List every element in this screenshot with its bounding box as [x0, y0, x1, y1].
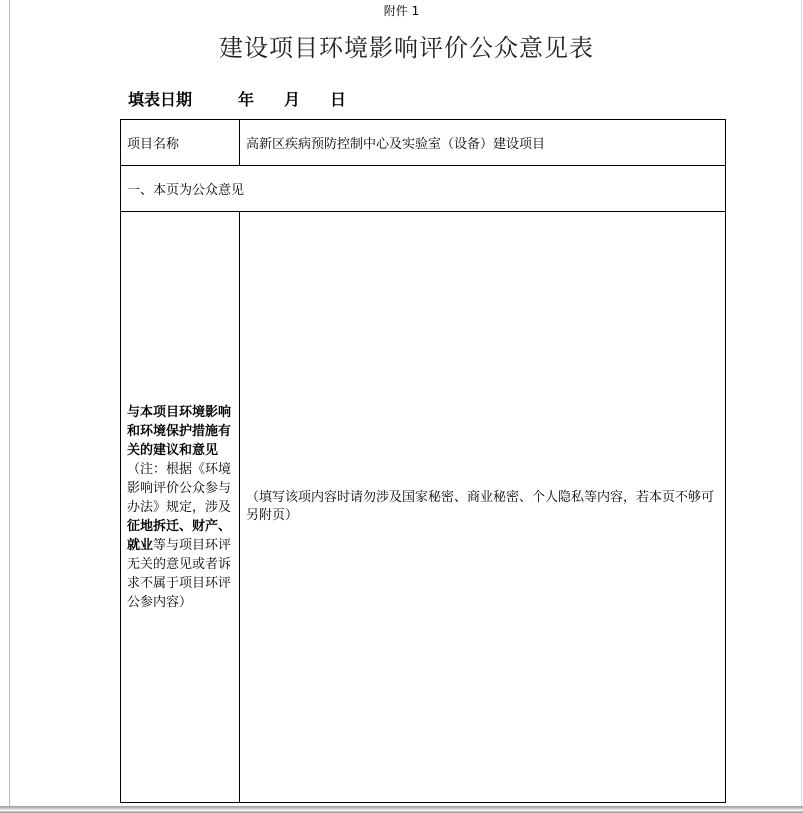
page-right-edge [801, 0, 802, 813]
project-name-value: 高新区疾病预防控制中心及实验室（设备）建设项目 [240, 120, 726, 166]
fill-date-line [128, 87, 346, 110]
section-row [121, 166, 726, 212]
page-left-edge [9, 0, 10, 813]
opinion-label [121, 212, 240, 803]
opinion-label-bold-1: 与本项目环境影响和环境保护措施有关的建议和意见 [127, 404, 232, 458]
opinion-input-area[interactable] [240, 212, 726, 803]
project-name-label: 项目名称 [121, 120, 240, 166]
opinion-row [121, 212, 726, 803]
opinion-hint: （填写该项内容时请勿涉及国家秘密、商业秘密、个人隐私等内容，若本页不够可另附页） [246, 490, 715, 523]
project-name-row [121, 120, 726, 166]
window-bottom-border [0, 806, 803, 813]
fill-date-label: 填表日期 [128, 90, 193, 109]
opinion-form-table [120, 119, 726, 803]
attachment-label: 附件 1 [383, 4, 420, 18]
month-label: 月 [284, 90, 301, 109]
opinion-label-note-2: 等与项目环评无关的意见或者诉求不属于项目环评公参内容） [127, 537, 232, 610]
section-title: 一、本页为公众意见 [121, 166, 726, 212]
year-label: 年 [238, 90, 255, 109]
day-label: 日 [330, 90, 347, 109]
document-title: 建设项目环境影响评价公众意见表 [219, 34, 594, 62]
opinion-label-note-1: （注：根据《环境影响评价公众参与办法》规定，涉及 [127, 461, 232, 515]
opinion-label-bold-2: 征地拆迁、财产、就业 [127, 518, 232, 553]
